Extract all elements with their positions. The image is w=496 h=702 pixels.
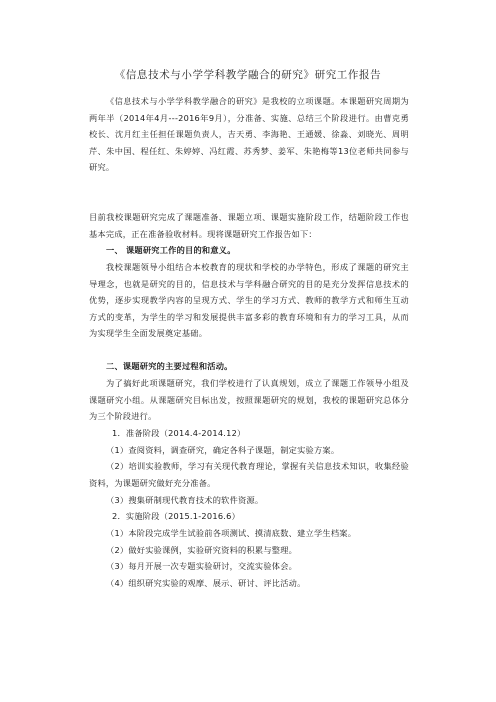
process-paragraph: 为了搞好此项课题研究，我们学校进行了认真规划，成立了课题工作领导小组及课题研究小组。从课题研究目标出发，按照课题研究的规划，我校的课题研究总体分为三个阶段进行。 (89, 378, 409, 422)
section-heading-process: 二、课题研究的主要过程和活动。 (106, 361, 233, 371)
stage-2-heading: 2．实施阶段（2015.1-2016.6） (112, 511, 241, 521)
stage-1-heading: 1．准备阶段（2014.4-2014.12） (112, 428, 246, 438)
intro-paragraph: 《信息技术与小学学科教学融合的研究》是我校的立项课题。本课题研究周期为两年半（2014年4月---2016年9月），分准备、实施、总结三个阶段进行。由曹克勇校长、沈月红主任担任课题负责人，吉天勇、李海艳、王通媛、徐淼、刘晓光、周明芹、朱中国、程任红、朱婷婷、冯红霞、苏秀梦、姜军、朱艳梅等13位老师共同参与研究。 (89, 96, 409, 173)
stage-2-item-3: （3）每月开展一次专题实验研讨，交流实验体会。 (106, 561, 298, 571)
stage-1-item-2: （2）培训实验教师，学习有关现代教育理论，掌握有关信息技术知识，收集经验资料，为课题研究做好充分准备。 (89, 461, 409, 488)
status-paragraph: 目前我校课题研究完成了课题准备、课题立项、课题实施阶段工作，结题阶段工作也基本完成，正在准备验收材料。现将课题研究工作报告如下： (89, 212, 409, 239)
stage-2-item-4: （4）组织研究实验的观摩、展示、研讨、评比活动。 (106, 578, 306, 588)
stage-2-item-2: （2）做好实验课例，实验研究资料的积累与整理。 (106, 545, 298, 555)
report-title: 《信息技术与小学学科教学融合的研究》研究工作报告 (114, 69, 382, 81)
stage-2-item-1: （1）本阶段完成学生试验前各项测试、摸清底数、建立学生档案。 (106, 528, 357, 538)
stage-1-item-3: （3）搜集研制现代教育技术的软件资源。 (106, 495, 264, 505)
stage-1-item-1: （1）查阅资料，调查研究，确定各科子课题，制定实验方案。 (106, 445, 340, 455)
section-heading-purpose: 一、 课题研究工作的目的和意义。 (106, 245, 236, 255)
purpose-paragraph: 我校课题领导小组结合本校教育的现状和学校的办学特色，形成了课题的研究主导理念，也就是研究的目的，信息技术与学科融合研究的目的是充分发挥信息技术的优势，逐步实现教学内容的呈现方式、学生的学习方式、教师的教学方式和师生互动方式的变革，为学生的学习和发展提供丰富多彩的教育环境和有力的学习工具，从而为实现学生全面发展奠定基础。 (89, 262, 409, 339)
